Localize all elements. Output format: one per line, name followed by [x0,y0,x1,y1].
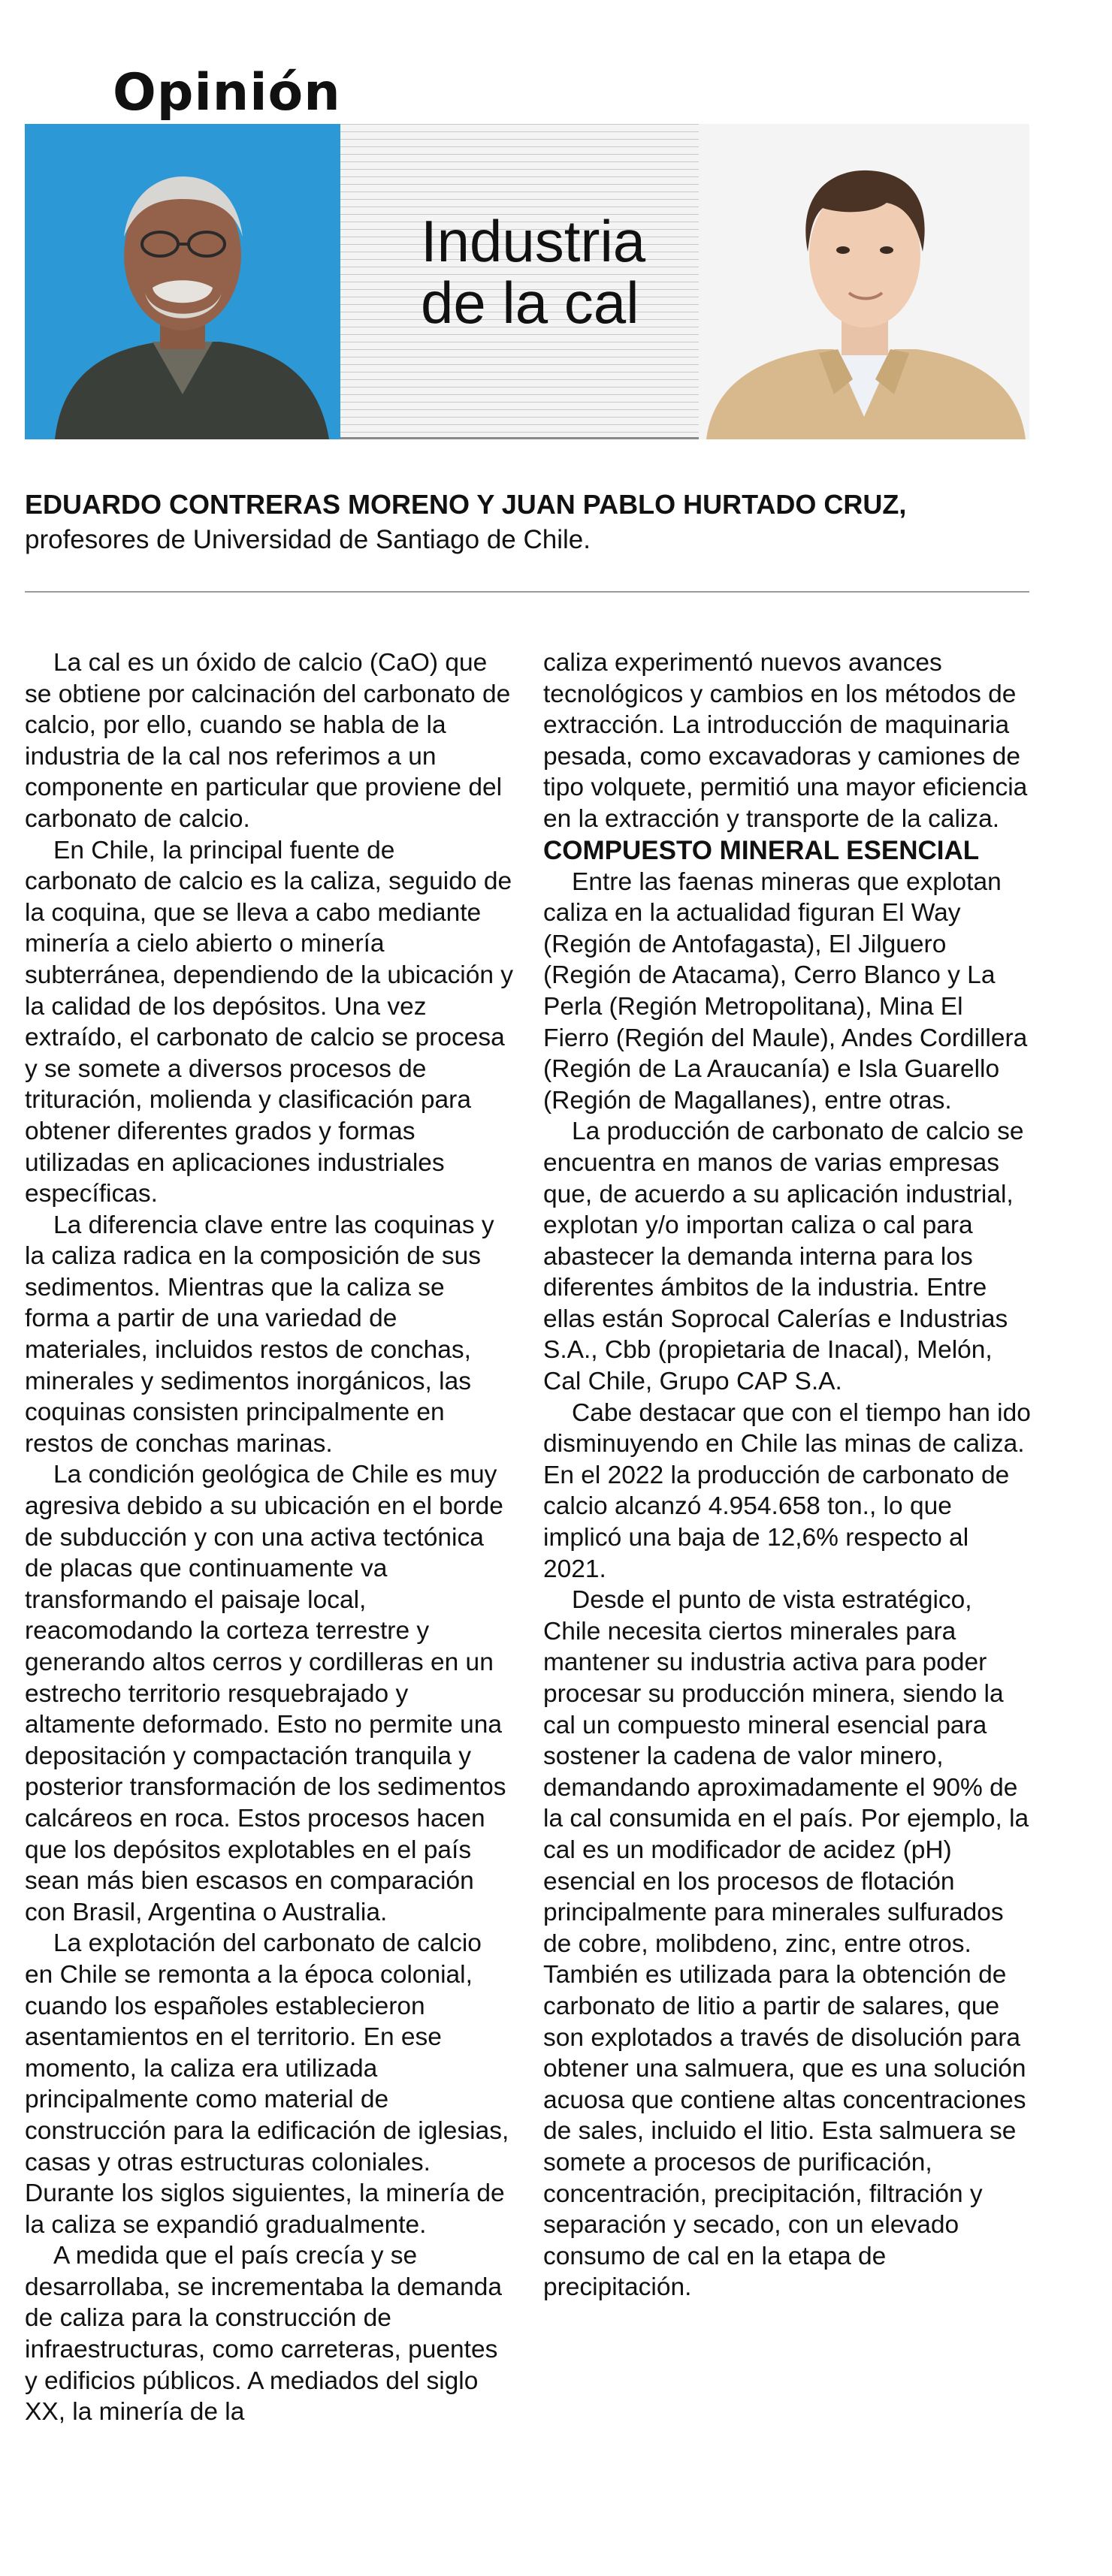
article-column-left [25,647,513,2428]
author-photo-right [699,124,1029,439]
portrait-older-man-icon [25,124,340,439]
paragraph: Entre las faenas mineras que explotan caliza en la actualidad figuran El Way (Región de Antofagasta), El Jilguero (Región de Atacama), Cerro Blanco y La Perla (Región Metropolitana), Mina El Fierro (Región del Maule), Andes Cordillera (Región de La Araucanía) e Isla Guarello (Región de Magallanes), entre otras. [543,867,1028,1115]
paragraph: En Chile, la principal fuente de carbonato de calcio es la caliza, seguido de la coquina, que se lleva a cabo mediante minería a cielo abierto o minería subterránea, dependiendo de la ubicación y la calidad de los depósitos. Una vez extraído, el carbonato de calcio se procesa y se somete a diversos procesos de trituración, molienda y clasificación para obtener diferentes grados y formas utilizadas en aplicaciones industriales específicas. [25,836,514,1208]
paragraph: La cal es un óxido de calcio (CaO) que se obtiene por calcinación del carbonato de calcio, por ello, cuando se habla de la industria de la cal nos referimos a un componente en particular que proviene del carbonato de calcio. [25,649,511,833]
author-photo-left [25,124,340,439]
author-names: EDUARDO CONTRERAS MORENO Y JUAN PABLO HURTADO CRUZ, [25,489,907,520]
paragraph: La producción de carbonato de calcio se encuentra en manos de varias empresas que, de acuerdo a su aplicación industrial, explotan y/o importan caliza o cal para abastecer la demanda interna para los diferentes ámbitos de la industria. Entre ellas están Soprocal Calerías e Industrias S.A., Cbb (propietaria de Inacal), Melón, Cal Chile, Grupo CAP S.A. [543,1118,1024,1396]
byline [25,488,1029,557]
paragraph: La condición geológica de Chile es muy agresiva debido a su ubicación en el borde de subducción y con una activa tectónica de placas que continuamente va transformando el paisaje local, reacomodando la corteza terrestre y generando altos cerros y cordilleras en un estrecho territorio resquebrajado y altamente deformado. Esto no permite una depositación y compactación tranquila y posterior transformación de los sedimentos calcáreos en roca. Estos procesos hacen que los depósitos explotables en el país sean más bien escasos en comparación con Brasil, Argentina o Australia. [25,1461,506,1926]
headline-line-1: Industria [421,208,646,274]
paragraph: La diferencia clave entre las coquinas y la caliza radica en la composición de sus sedimentos. Mientras que la caliza se forma a partir de una variedad de materiales, incluidos restos de conchas, minerales y sedimentos inorgánicos, las coquinas consisten principalmente en restos de conchas marinas. [25,1211,494,1458]
portrait-younger-man-icon [699,124,1029,439]
paragraph-continued: caliza experimentó nuevos avances tecnológicos y cambios en los métodos de extracción. La introducción de maquinaria pesada, como excavadoras y camiones de tipo volquete, permitió una mayor eficiencia en la extracción y transporte de la caliza. [543,649,1028,833]
author-affiliation: profesores de Universidad de Santiago de Chile. [25,525,591,554]
headline-line-2: de la cal [421,270,639,336]
subheading: COMPUESTO MINERAL ESENCIAL [543,835,980,865]
paragraph: Cabe destacar que con el tiempo han ido disminuyendo en Chile las minas de caliza. En el 2022 la producción de carbonato de calcio alcanzó 4.954.658 ton., lo que implicó una baja de 12,6% respecto al 2021. [543,1398,1031,1583]
byline-divider [25,591,1029,593]
headline [421,208,646,336]
article-column-right [543,647,1032,2303]
paragraph: A medida que el país crecía y se desarrollaba, se incrementaba la demanda de caliza para la construcción de infraestructuras, como carreteras, puentes y edificios públicos. A mediados del siglo XX, la minería de la [25,2242,503,2427]
section-label: Opinión [113,63,341,122]
paragraph: La explotación del carbonato de calcio en Chile se remonta a la época colonial, cuando los españoles establecieron asentamientos en el territorio. En ese momento, la caliza era utilizada principalmente como material de construcción para la edificación de iglesias, casas y otras estructuras coloniales. Durante los siglos siguientes, la minería de la caliza se expandió gradualmente. [25,1929,509,2239]
paragraph: Desde el punto de vista estratégico, Chile necesita ciertos minerales para mantener su industria activa para poder procesar su producción minera, siendo la cal un compuesto mineral esencial para sostener la cadena de valor minero, demandando aproximadamente el 90% de la cal consumida en el país. Por ejemplo, la cal es un modificador de acidez (pH) esencial en los procesos de flotación principalmente para minerales sulfurados de cobre, molibdeno, zinc, entre otros. También es utilizada para la obtención de carbonato de litio a partir de salares, que son explotados a través de disolución para obtener una salmuera, que es una solución acuosa que contiene altas concentraciones de sales, incluido el litio. Esta salmuera se somete a procesos de purificación, concentración, precipitación, filtración y separación y secado, con un elevado consumo de cal en la etapa de precipitación. [543,1586,1029,2302]
